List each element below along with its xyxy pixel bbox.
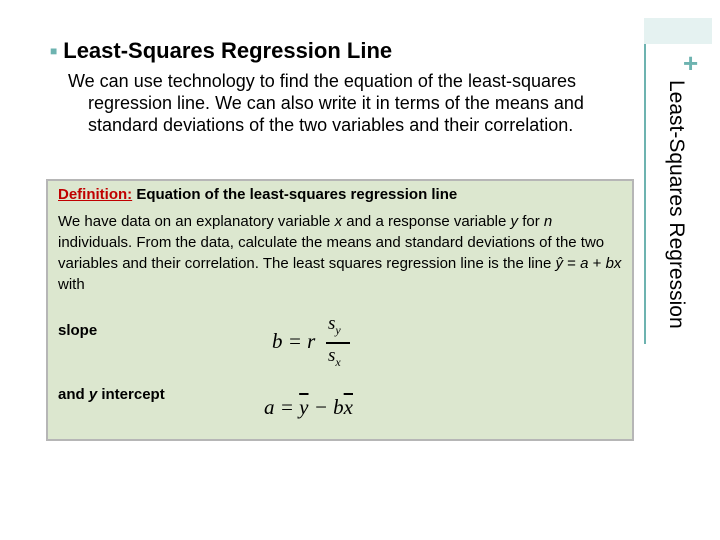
slide-heading [50,38,392,64]
variable-n: n [543,213,553,230]
variable-yhat: ŷ [555,255,563,272]
definition-label: Definition: [58,186,133,203]
intercept-label-text: intercept [97,386,165,403]
definition-text: + [588,255,606,272]
slope-denominator-sub: x [335,354,341,369]
definition-heading: Equation of the least-squares regression line [132,186,458,203]
slope-formula [272,315,382,375]
definition-title [58,186,457,203]
slope-formula-lhs: b = r [272,329,316,353]
definition-text: for [518,213,544,230]
definition-body [58,211,626,295]
definition-text: = [563,255,581,272]
plus-icon: + [683,48,699,78]
slope-label: slope [58,322,98,339]
intercept-formula-mid: − b [308,395,344,419]
corner-accent-bar [644,18,712,44]
definition-text: and a response variable [342,213,511,230]
intercept-label-text: and [58,386,89,403]
slope-numerator-sub: y [335,322,341,337]
intercept-label-y: y [88,386,98,403]
intro-paragraph: We can use technology to find the equation of the least-squares regression line. We can also write it in terms of the means and standard deviations of the two variables and their correlation. [68,71,584,135]
slope-numerator [328,313,341,338]
variable-a: a [580,255,589,272]
definition-text: individuals. From the data, calculate the means and standard deviations of the two variables and their correlation. The least squares regression line is the line [58,234,605,272]
slope-numerator-s: s [328,313,336,334]
variable-x: x [334,213,343,230]
variable-y: y [510,213,519,230]
intercept-ybar: $\overline{y}$ [299,395,309,419]
side-title: Least-Squares Regression [665,80,688,329]
variable-bx: bx [605,255,622,272]
intercept-formula-lhs: a = [264,395,300,419]
slope-denominator [328,345,341,370]
square-bullet-icon: ■ [50,44,58,58]
definition-box [46,179,634,441]
slope-denominator-s: s [328,345,336,366]
intercept-formula [264,395,353,420]
heading-text: Least-Squares Regression Line [63,38,393,63]
intercept-label [58,386,165,403]
intercept-xbar: $\overline{x}$ [343,395,353,419]
fraction-bar [326,342,350,344]
definition-text: with [58,276,85,293]
definition-text: We have data on an explanatory variable [58,213,335,230]
